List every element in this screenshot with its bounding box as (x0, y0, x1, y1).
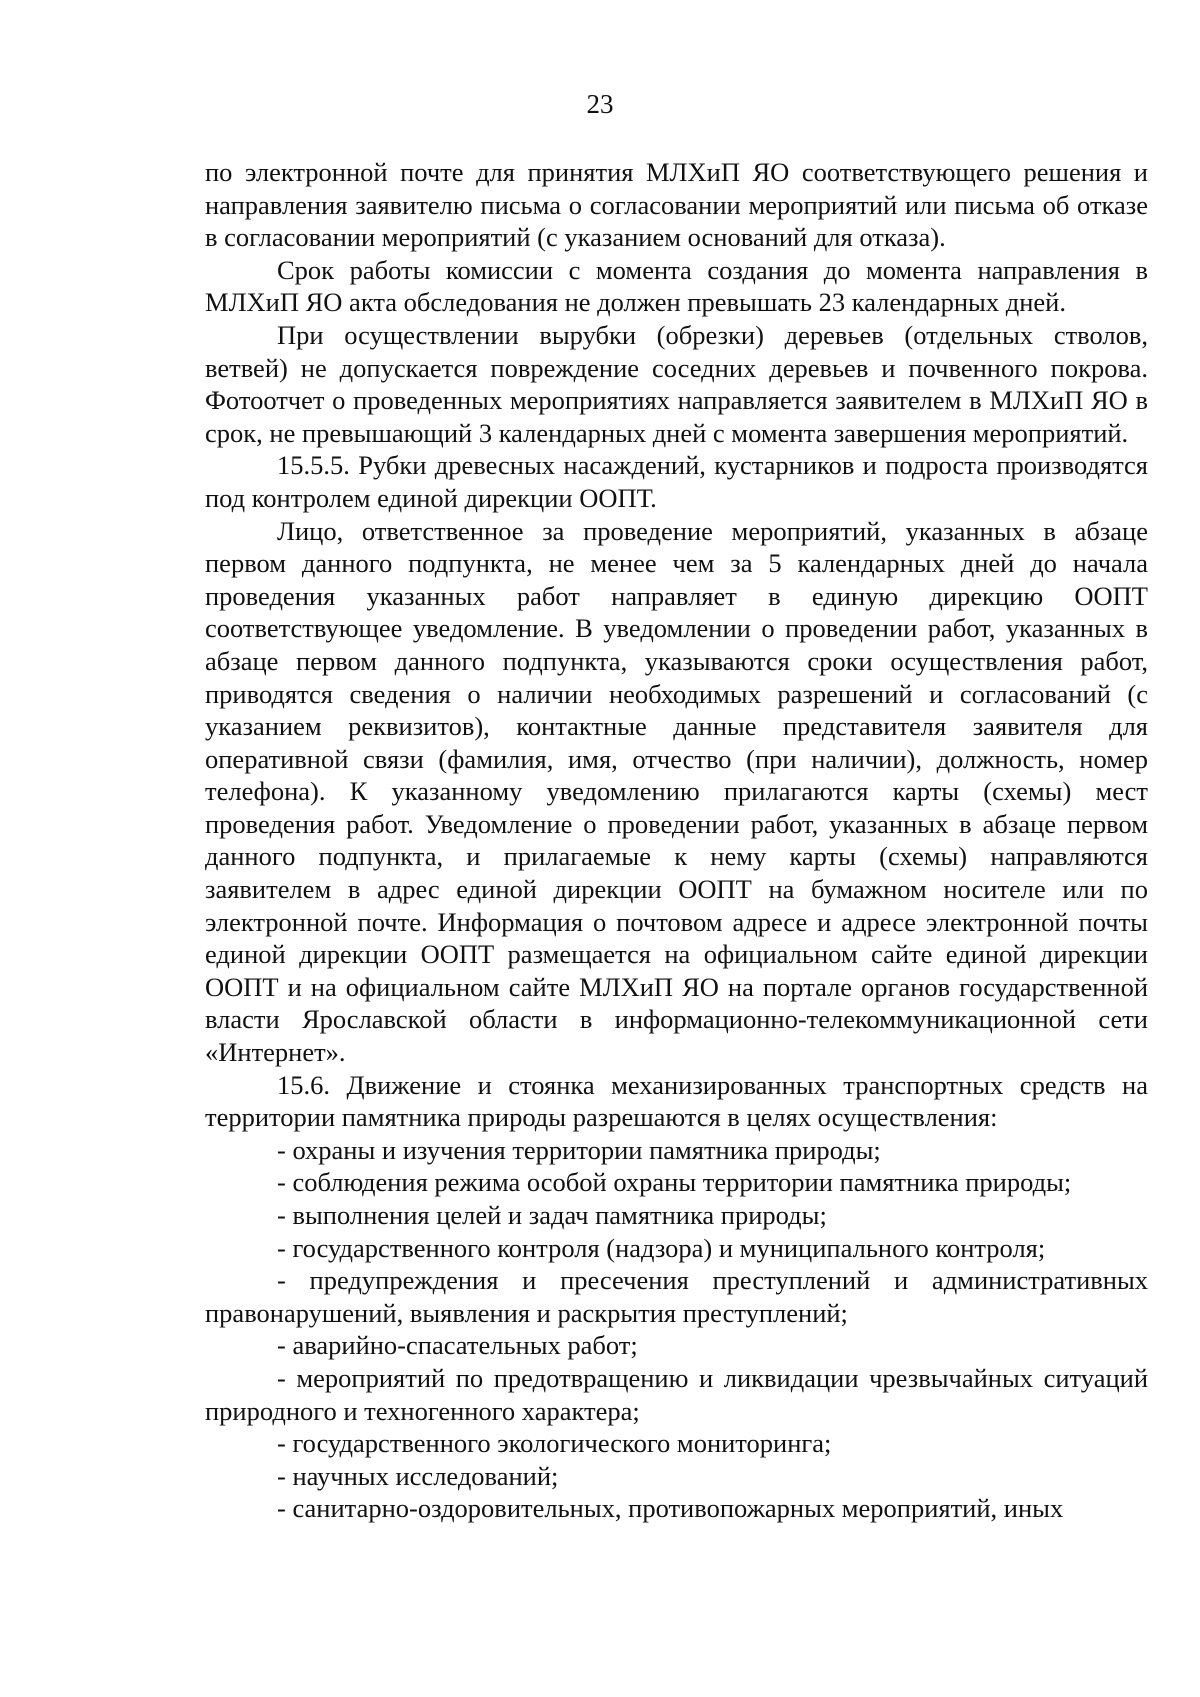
document-body (205, 156, 1148, 1525)
page-number: 23 (586, 89, 614, 119)
list-item: - выполнения целей и задач памятника природы; (277, 1200, 827, 1230)
list-item: - научных исследований; (277, 1460, 559, 1491)
list-item: - охраны и изучения территории памятника природы; (277, 1134, 881, 1165)
list-item: - мероприятий по предотвращению и ликвидации чрезвычайных ситуаций природного и техногенного характера; (205, 1362, 1148, 1426)
paragraph-commission-term: Срок работы комиссии с момента создания до момента направления в МЛХиП ЯО акта обследования не должен превышать 23 календарных дней. (205, 254, 1148, 318)
list-item: - государственного экологического мониторинга; (277, 1428, 832, 1459)
list-item: - санитарно-оздоровительных, противопожарных мероприятий, иных (277, 1493, 1064, 1524)
paragraph-tree-cutting: При осуществлении вырубки (обрезки) деревьев (отдельных стволов, ветвей) не допускается повреждение соседних деревьев и почвенного покрова. Фотоотчет о проведенных мероприятиях направляется заявителем в МЛХиП ЯО в срок, не превышающий 3 календарных дней с момента завершения мероприятий. (205, 319, 1148, 448)
list-item: - соблюдения режима особой охраны территории памятника природы; (277, 1167, 1072, 1198)
paragraph-notification: Лицо, ответственное за проведение мероприятий, указанных в абзаце первом данного подпункта, не менее чем за 5 календарных дней до начала проведения указанных работ направляет в единую дирекцию ООПТ соответствующее уведомление. В уведомлении о проведении работ, указанных в абзаце первом данного подпункта, указываются сроки осуществления работ, приводятся сведения о наличии необходимых разрешений и согласований (с указанием реквизитов), контактные данные представителя заявителя для оперативной связи (фамилия, имя, отчество (при наличии), должность, номер телефона). К указанному уведомлению прилагаются карты (схемы) мест проведения работ. Уведомление о проведении работ, указанных в абзаце первом данного подпункта, и прилагаемые к нему карты (схемы) направляются заявителем в адрес единой дирекции ООПТ на бумажном носителе или по электронной почте. Информация о почтовом адресе и адресе электронной почты единой дирекции ООПТ размещается на официальном сайте единой дирекции ООПТ и на официальном сайте МЛХиП ЯО на портале органов государственной власти Ярославской области в информационно-телекоммуникационной сети «Интернет». (205, 515, 1148, 1068)
list-item: - предупреждения и пресечения преступлений и административных правонарушений, выявления и раскрытия преступлений; (205, 1265, 1148, 1328)
paragraph-15-5-5: 15.5.5. Рубки древесных насаждений, кустарников и подроста производятся под контролем единой дирекции ООПТ. (205, 450, 1148, 513)
paragraph-continued: по электронной почте для принятия МЛХиП ЯО соответствующего решения и направления заявителю письма о согласовании мероприятий или письма об отказе в согласовании мероприятий (с указанием оснований для отказа). (205, 157, 1148, 253)
paragraph-15-6: 15.6. Движение и стоянка механизированных транспортных средств на территории памятника природы разрешаются в целях осуществления: (205, 1069, 1148, 1133)
list-item: - аварийно-спасательных работ; (277, 1330, 638, 1361)
list-item: - государственного контроля (надзора) и муниципального контроля; (277, 1232, 1046, 1263)
